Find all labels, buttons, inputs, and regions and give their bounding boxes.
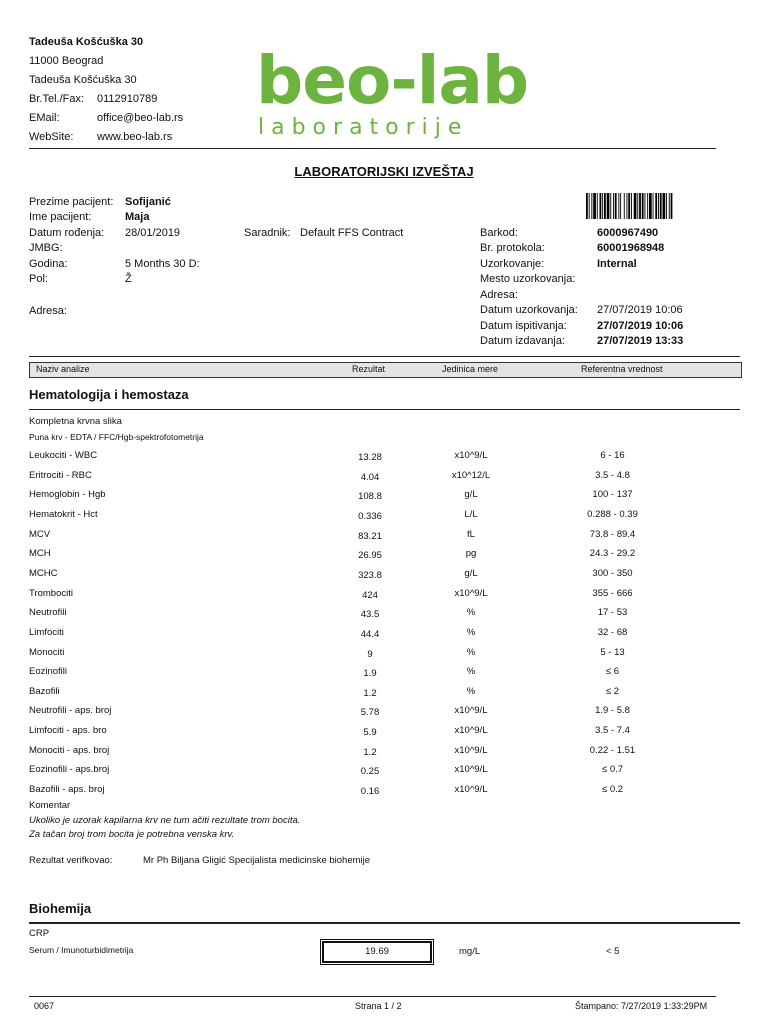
result-value: 0.25 xyxy=(360,766,380,778)
reference-range: 17 - 53 xyxy=(597,607,628,619)
table-row xyxy=(0,686,768,706)
analysis-name: Hemoglobin - Hgb xyxy=(29,489,106,501)
unit-value: % xyxy=(466,607,476,619)
sampling-label: Uzorkovanje: xyxy=(480,258,545,270)
analysis-name: Monociti - aps. broj xyxy=(29,744,110,756)
table-row xyxy=(0,548,768,568)
jmbg-label: JMBG: xyxy=(29,242,63,254)
unit-value: % xyxy=(466,626,476,638)
unit-value: x10^9/L xyxy=(454,764,488,776)
table-row xyxy=(0,666,768,686)
barcode-image xyxy=(586,193,674,219)
reference-range: 32 - 68 xyxy=(597,626,628,638)
sample-address-label: Adresa: xyxy=(480,289,518,301)
reference-range: 73.8 - 89.4 xyxy=(589,528,636,540)
result-value: 43.5 xyxy=(360,609,380,621)
dob-label: Datum rođenja: xyxy=(29,227,105,239)
sex-value: Ž xyxy=(125,273,132,285)
analysis-name: MCHC xyxy=(29,567,58,579)
blood-count-method: Puna krv - EDTA / FFC/Hgb-spektrofotometrija xyxy=(29,432,204,442)
unit-value: x10^9/L xyxy=(454,587,488,599)
unit-value: L/L xyxy=(464,508,478,520)
footer-code: 0067 xyxy=(34,1001,55,1011)
unit-value: % xyxy=(466,666,476,678)
crp-method: Serum / Imunoturbidimetrija xyxy=(29,945,134,955)
lab-city: 11000 Beograd xyxy=(29,55,104,67)
result-value: 9 xyxy=(367,648,373,660)
result-value: 424 xyxy=(362,589,378,601)
analysis-name: Eozinofili xyxy=(29,666,68,678)
barcode-value: 6000967490 xyxy=(597,227,659,239)
blood-count-group: Kompletna krvna slika xyxy=(29,416,122,427)
result-value: 26.95 xyxy=(358,550,382,562)
analysis-name: Hematokrit - Hct xyxy=(29,508,98,520)
unit-value: % xyxy=(466,685,476,697)
table-row xyxy=(0,627,768,647)
analysis-name: Bazofili - aps. broj xyxy=(29,784,105,796)
unit-value: x10^9/L xyxy=(454,784,488,796)
unit-value: pg xyxy=(465,548,477,560)
result-value: 5.78 xyxy=(360,707,380,719)
result-value: 44.4 xyxy=(360,628,380,640)
result-value: 1.2 xyxy=(363,746,377,758)
associate-value: Default FFS Contract xyxy=(300,227,404,239)
reference-range: ≤ 2 xyxy=(605,685,620,697)
sex-label: Pol: xyxy=(29,273,48,285)
crp-result: 19.69 xyxy=(322,941,432,963)
hematology-title: Hematologija i hemostaza xyxy=(29,387,189,402)
reference-range: 3.5 - 4.8 xyxy=(595,469,630,481)
crp-reference: < 5 xyxy=(606,946,620,957)
comment-label: Komentar xyxy=(29,800,71,811)
result-value: 1.2 xyxy=(363,687,377,699)
column-name: Naziv analize xyxy=(36,364,90,374)
crp-group: CRP xyxy=(29,928,50,939)
table-row xyxy=(0,784,768,804)
web-label: WebSite: xyxy=(29,131,74,143)
unit-value: x10^9/L xyxy=(454,450,488,461)
biochemistry-divider xyxy=(29,922,740,924)
analysis-name: MCH xyxy=(29,548,51,560)
test-date-label: Datum ispitivanja: xyxy=(480,320,567,332)
age-label: Godina: xyxy=(29,258,68,270)
tel-label: Br.Tel./Fax: xyxy=(29,93,85,105)
unit-value: fL xyxy=(467,528,475,540)
result-value: 108.8 xyxy=(358,491,382,503)
reference-range: 1.9 - 5.8 xyxy=(595,705,630,717)
surname-label: Prezime pacijent: xyxy=(29,196,114,208)
lab-street: Tadeuša Košćuška 30 xyxy=(29,74,137,86)
reference-range: 0.22 - 1.51 xyxy=(589,744,636,756)
analysis-name: Limfociti - aps. bro xyxy=(29,725,107,737)
table-row xyxy=(0,725,768,745)
column-unit: Jedinica mere xyxy=(442,364,499,374)
sampling-place-label: Mesto uzorkovanja: xyxy=(480,273,576,285)
reference-range: 355 - 666 xyxy=(592,587,633,599)
reference-range: 5 - 13 xyxy=(600,646,625,658)
associate-label: Saradnik: xyxy=(244,227,291,239)
unit-value: x10^12/L xyxy=(451,469,491,481)
logo-subtitle: laboratorije xyxy=(258,115,469,140)
address-label: Adresa: xyxy=(29,305,67,317)
result-value: 4.04 xyxy=(360,471,380,483)
footer-divider xyxy=(29,996,716,997)
barcode-label: Barkod: xyxy=(480,227,518,239)
unit-value: x10^9/L xyxy=(454,705,488,717)
comment-line-2: Za tačan broj trom bocita je potrebna venska krv. xyxy=(29,829,235,840)
table-row xyxy=(0,705,768,725)
header-divider xyxy=(29,148,716,149)
reference-range: ≤ 0.7 xyxy=(601,764,624,776)
result-value: 323.8 xyxy=(358,569,382,581)
tel-value: 0112910789 xyxy=(97,93,158,105)
table-row xyxy=(0,529,768,549)
web-value[interactable]: www.beo-lab.rs xyxy=(97,131,173,143)
logo: beo-lab xyxy=(256,42,529,119)
column-result: Rezultat xyxy=(352,364,386,374)
table-row xyxy=(0,568,768,588)
analysis-name: Neutrofili xyxy=(29,607,67,619)
dob-value: 28/01/2019 xyxy=(125,227,181,239)
result-value: 83.21 xyxy=(358,530,382,542)
page-number: Strana 1 / 2 xyxy=(355,1001,402,1011)
table-row xyxy=(0,450,768,470)
sample-date-label: Datum uzorkovanja: xyxy=(480,304,578,316)
table-row xyxy=(0,607,768,627)
analysis-name: Monociti xyxy=(29,646,65,658)
analysis-name: Trombociti xyxy=(29,587,73,599)
report-title: LABORATORIJSKI IZVEŠTAJ xyxy=(294,164,474,179)
unit-value: g/L xyxy=(464,489,478,501)
table-row xyxy=(0,509,768,529)
result-value: 0.16 xyxy=(360,786,380,798)
result-value: 0.336 xyxy=(358,510,382,522)
table-row xyxy=(0,647,768,667)
table-row xyxy=(0,470,768,490)
analysis-name: Leukociti - WBC xyxy=(29,450,98,461)
reference-range: 300 - 350 xyxy=(592,567,633,579)
crp-unit: mg/L xyxy=(459,946,481,957)
result-value: 5.9 xyxy=(363,727,377,739)
table-row xyxy=(0,588,768,608)
analysis-name: Eritrociti - RBC xyxy=(29,469,92,481)
table-row xyxy=(0,745,768,765)
name-label: Ime pacijent: xyxy=(29,211,92,223)
email-value[interactable]: office@beo-lab.rs xyxy=(97,112,184,124)
surname-value: Sofijanić xyxy=(125,196,171,208)
reference-range: ≤ 6 xyxy=(605,666,620,678)
unit-value: x10^9/L xyxy=(454,744,488,756)
reference-range: 24.3 - 29.2 xyxy=(589,548,636,560)
sampling-value: Internal xyxy=(597,258,637,270)
sample-date-value: 27/07/2019 10:06 xyxy=(597,304,683,316)
table-row xyxy=(0,489,768,509)
verified-label: Rezultat verifkovao: xyxy=(29,855,113,866)
reference-range: 100 - 137 xyxy=(592,489,633,501)
unit-value: x10^9/L xyxy=(454,725,488,737)
reference-range: 0.288 - 0.39 xyxy=(587,508,638,520)
reference-range: 6 - 16 xyxy=(600,450,625,461)
hematology-divider xyxy=(29,409,740,410)
lab-name: Tadeuša Košćuška 30 xyxy=(29,36,144,48)
verified-by: Mr Ph Biljana Gligić Specijalista medicinske biohemije xyxy=(143,855,371,866)
analysis-name: Eozinofili - aps.broj xyxy=(29,764,110,776)
table-header xyxy=(29,362,742,378)
result-value: 13.28 xyxy=(358,452,382,463)
printed-timestamp: Štampano: 7/27/2019 1:33:29PM xyxy=(575,1001,708,1011)
reference-range: ≤ 0.2 xyxy=(601,784,624,796)
email-label: EMail: xyxy=(29,112,60,124)
protocol-label: Br. protokola: xyxy=(480,242,545,254)
result-value: 1.9 xyxy=(363,668,377,680)
unit-value: % xyxy=(466,646,476,658)
analysis-name: MCV xyxy=(29,528,51,540)
test-date-value: 27/07/2019 10:06 xyxy=(597,320,684,332)
unit-value: g/L xyxy=(464,567,478,579)
reference-range: 3.5 - 7.4 xyxy=(595,725,630,737)
analysis-name: Bazofili xyxy=(29,685,60,697)
protocol-value: 60001968948 xyxy=(597,242,665,254)
name-value: Maja xyxy=(125,211,150,223)
analysis-name: Neutrofili - aps. broj xyxy=(29,705,112,717)
comment-line-1: Ukoliko je uzorak kapilarna krv ne tum ačiti rezultate trom bocita. xyxy=(29,815,301,826)
age-value: 5 Months 30 D: xyxy=(125,258,200,270)
analysis-name: Limfociti xyxy=(29,626,64,638)
table-row xyxy=(0,764,768,784)
issue-date-value: 27/07/2019 13:33 xyxy=(597,335,684,347)
biochemistry-title: Biohemija xyxy=(29,901,92,916)
info-divider xyxy=(29,356,740,357)
column-ref: Referentna vrednost xyxy=(581,364,663,374)
issue-date-label: Datum izdavanja: xyxy=(480,335,565,347)
